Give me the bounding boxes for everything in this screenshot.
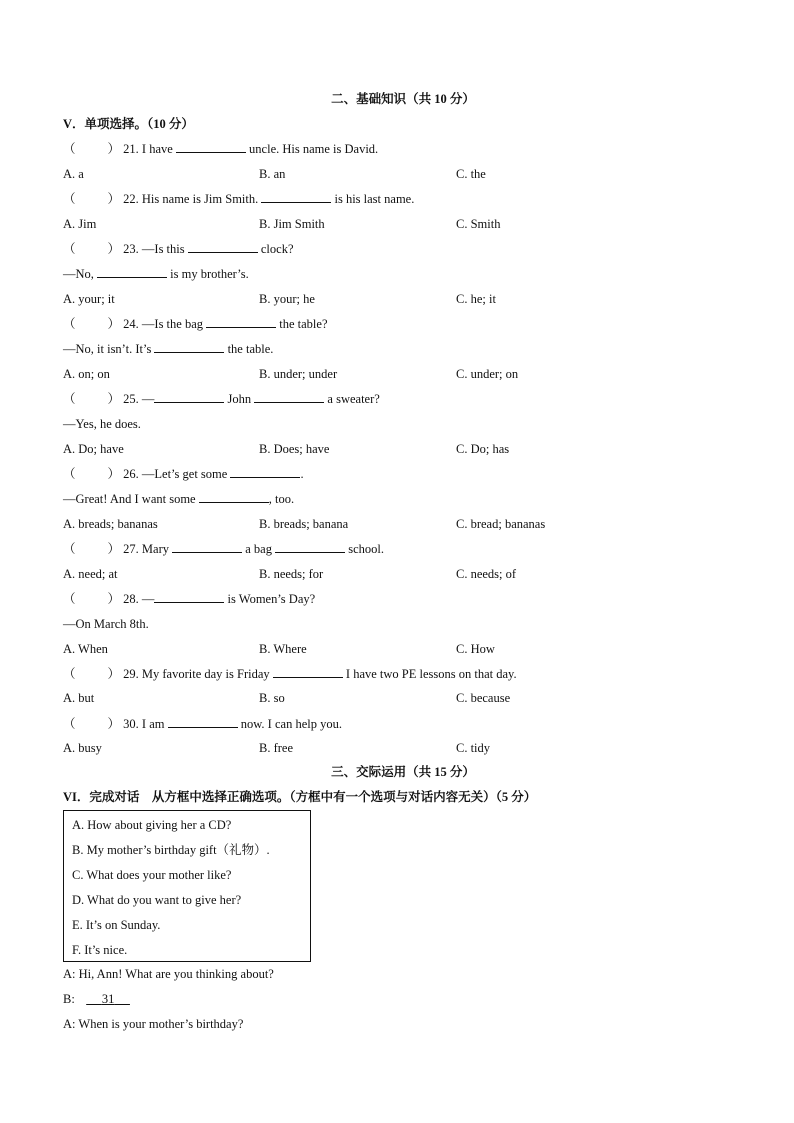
option-a: A. but [63,691,95,705]
option-b: B. needs; for [259,567,324,581]
answer-blank [168,714,238,728]
options-25 [63,439,743,459]
option-a: A. busy [63,741,102,755]
dialogue-line-a2: A: When is your mother’s birthday? [63,1017,244,1031]
option-b: B. breads; banana [259,517,349,531]
box-option-a: A. How about giving her a CD? [72,818,232,832]
answer-blank [188,239,258,253]
box-option-f: F. It’s nice. [72,943,128,957]
part-5-title: V．单项选择。（10 分） [63,117,194,131]
answer-blank [154,389,224,403]
option-a: A. need; at [63,567,118,581]
option-a: A. a [63,167,84,181]
option-b: B. your; he [259,292,315,306]
question-27: （ ） 27. Mary a bag school. [63,539,384,559]
question-28: （ ） 28. — is Women’s Day? [63,589,315,609]
answer-blank [261,189,331,203]
question-28-reply: —On March 8th. [63,617,149,631]
question-21: （ ） 21. I have uncle. His name is David. [63,139,378,159]
part-6-title: VI．完成对话 从方框中选择正确选项。（方框中有一个选项与对话内容无关）（5 分） [63,790,537,804]
option-c: C. tidy [456,741,491,755]
question-23-reply: —No, is my brother’s. [63,264,249,284]
box-option-b: B. My mother’s birthday gift（礼物）. [72,843,270,857]
answer-blank [275,539,345,553]
option-c: C. How [456,642,495,656]
answer-blank [176,139,246,153]
box-option-e: E. It’s on Sunday. [72,918,161,932]
option-b: B. an [259,167,286,181]
question-29: （ ） 29. My favorite day is Friday I have two PE lessons on that day. [63,664,517,684]
answer-blank [230,464,300,478]
options-23 [63,289,743,309]
answer-blank [172,539,242,553]
option-a: A. When [63,642,108,656]
box-option-c: C. What does your mother like? [72,868,232,882]
option-c: C. Do; has [456,442,510,456]
option-b: B. under; under [259,367,338,381]
options-27 [63,564,743,584]
answer-blank [154,589,224,603]
option-c: C. Smith [456,217,501,231]
answer-blank [154,339,224,353]
question-22: （ ） 22. His name is Jim Smith. is his last name. [63,189,414,209]
option-a: A. breads; bananas [63,517,158,531]
question-26-reply: —Great! And I want some , too. [63,489,294,509]
options-28 [63,639,743,659]
options-29 [63,688,743,708]
question-24-reply: —No, it isn’t. It’s the table. [63,339,273,359]
option-a: A. Jim [63,217,97,231]
option-b: B. free [259,741,294,755]
answer-blank [199,489,269,503]
option-c: C. under; on [456,367,519,381]
answer-blank [254,389,324,403]
option-c: C. he; it [456,292,496,306]
option-b: B. Jim Smith [259,217,325,231]
option-b: B. Does; have [259,442,330,456]
option-b: B. Where [259,642,307,656]
option-box [63,810,311,962]
option-c: C. the [456,167,486,181]
question-24: （ ） 24. —Is the bag the table? [63,314,328,334]
option-a: A. on; on [63,367,110,381]
options-21 [63,164,743,184]
section-2-title: 二、基础知识（共 10 分） [331,92,475,106]
question-30: （ ） 30. I am now. I can help you. [63,714,342,734]
section-3-title: 三、交际运用（共 15 分） [331,765,475,779]
options-22 [63,214,743,234]
question-25-reply: —Yes, he does. [63,417,141,431]
option-a: A. your; it [63,292,115,306]
option-b: B. so [259,691,285,705]
option-c: C. needs; of [456,567,517,581]
dialogue-line-a1: A: Hi, Ann! What are you thinking about? [63,967,274,981]
answer-blank [206,314,276,328]
options-24 [63,364,743,384]
question-23: （ ） 23. —Is this clock? [63,239,294,259]
answer-blank [97,264,167,278]
question-26: （ ） 26. —Let’s get some . [63,464,304,484]
answer-blank [273,664,343,678]
options-26 [63,514,743,534]
option-c: C. bread; bananas [456,517,546,531]
option-c: C. because [456,691,511,705]
question-25: （ ） 25. — John a sweater? [63,389,380,409]
box-option-d: D. What do you want to give her? [72,893,242,907]
dialogue-line-b1: B: 31 [63,989,132,1009]
answer-blank-31: 31 [101,992,115,1006]
options-30 [63,738,743,758]
option-a: A. Do; have [63,442,124,456]
